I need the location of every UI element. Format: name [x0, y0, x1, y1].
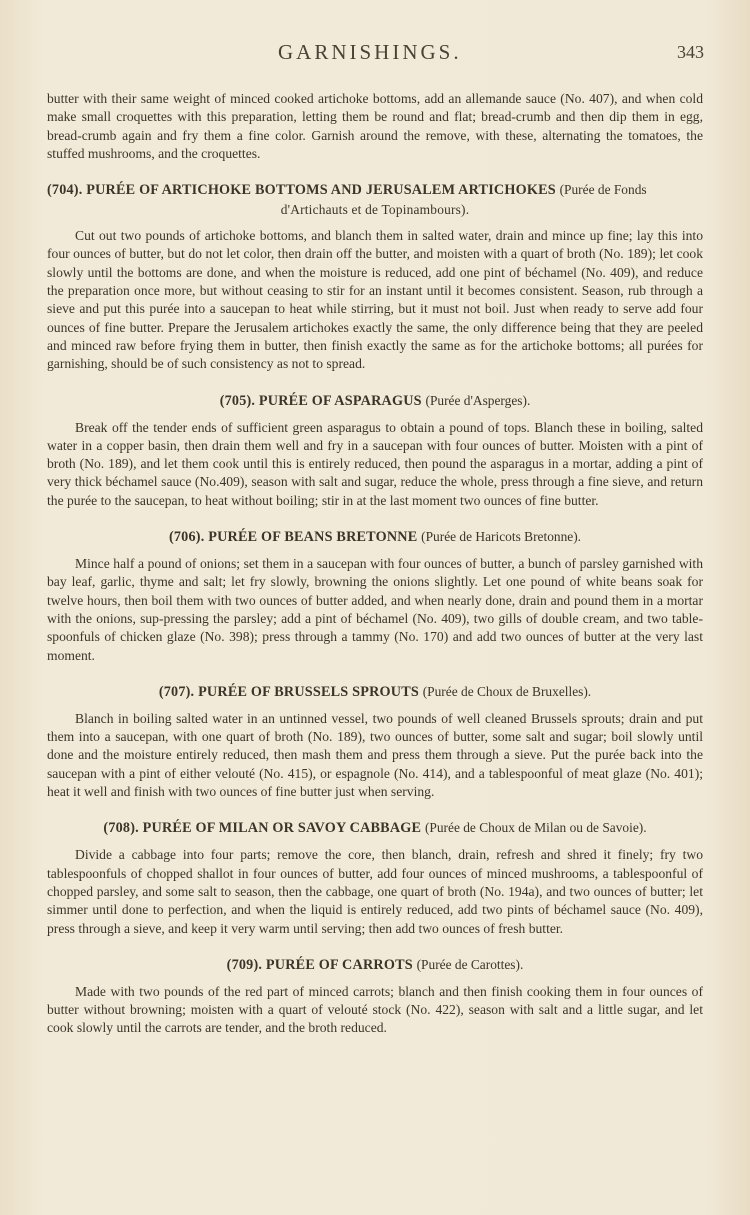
recipe-number: (707). [158, 683, 195, 700]
running-head-title: GARNISHINGS. [278, 40, 462, 64]
page-number: 343 [677, 42, 704, 62]
recipe-body-708: Divide a cabbage into four parts; remove the core, then blanch, drain, refresh and shred it finely; fry two tablespoonfuls of chopped shallot in four ounces of butter, add four ounces of minced mushrooms, a tablespoonful of chopped parsley, and some salt to season, then the cabbage, one quart of broth (No. 194a), and two ounces of butter; let simmer until done to perfection, and when the liquid is entirely reduced, add two pints of béchamel sauce (No. 409), press through a sieve, and keep it very warm until serving; then add two ounces of fresh butter. [47, 847, 703, 936]
recipe-body-709: Made with two pounds of the red part of minced carrots; blanch and then finish cooking them in four ounces of butter without browning; moisten with a quart of velouté stock (No. 422), season with salt and a little sugar, and let cook slowly until the carrots are tender, and the broth reduced. [47, 983, 703, 1036]
recipe-number: (706). [168, 529, 205, 546]
recipe-number: (705). [219, 392, 256, 409]
recipe-number: (708). [103, 820, 139, 837]
recipe-heading-704 [47, 180, 703, 219]
recipe-body-705: Break off the tender ends of sufficient green asparagus to obtain a pound of tops. Blanch these in boiling, salted water in a copper basin, then drain them well and fry in a saucepan with four ounces of butter. Moisten with a pint of broth (No. 189), and let them cook until this is entirely reduced, then pound the asparagus in a mortar, adding a pint of very thick béchamel sauce (No.409), season with salt and sugar, reduce the whole, press through a fine sieve, and return the purée to the saucepan, to heat without boiling; stir in at the last moment two ounces of fine butter. [47, 419, 703, 508]
recipe-body-706: Mince half a pound of onions; set them in a saucepan with four ounces of butter, a bunch of parsley garnished with bay leaf, garlic, thyme and salt; let fry slowly, browning the onions slightly. Let one pound of white beans soak for twelve hours, then boil them with two ounces of butter added, and when nearly done, drain and pound them in a mortar with the onions, sup-pressing the parsley; add a pint of béchamel (No. 409), two gills of double cream, and two table-spoonfuls of chicken glaze (No. 398); press through a tammy (No. 170) and add two ounces of butter at the very last moment. [47, 556, 703, 663]
recipe-heading-709 [47, 955, 703, 975]
recipe-subtitle: (Purée de Haricots Bretonne). [421, 529, 582, 545]
intro-paragraph: butter with their same weight of minced cooked artichoke bottoms, add an allemande sauce (No. 407), and when cold make small croquettes with this preparation, letting them be round and flat; bread-crumb and then dip them in egg, bread-crumb again and fry them a fine color. Garnish around the remove, with these, alternating the tomatoes, the stuffed mushrooms, and the croquettes. [47, 91, 703, 161]
recipe-heading-706 [47, 527, 703, 547]
recipe-title: PURÉE OF BRUSSELS SPROUTS [198, 683, 419, 700]
recipe-heading-707 [47, 682, 703, 702]
running-head [0, 40, 750, 66]
recipe-subtitle: (Purée de Fonds [559, 182, 647, 198]
recipe-number: (704). [47, 182, 83, 199]
recipe-title: PURÉE OF BEANS BRETONNE [208, 529, 418, 546]
recipe-heading-705 [47, 391, 703, 411]
recipe-subtitle: (Purée de Choux de Milan ou de Savoie). [424, 820, 647, 836]
recipe-title: PURÉE OF ARTICHOKE BOTTOMS AND JERUSALEM ARTICHOKES [86, 182, 556, 199]
recipe-subtitle: (Purée d'Asperges). [425, 392, 531, 408]
page-content [47, 90, 703, 1038]
recipe-title: PURÉE OF ASPARAGUS [258, 392, 422, 409]
recipe-title: PURÉE OF MILAN OR SAVOY CABBAGE [142, 820, 422, 837]
recipe-body-707: Blanch in boiling salted water in an untinned vessel, two pounds of well cleaned Brussels sprouts; drain and put them into a saucepan, with one quart of broth (No. 189), two ounces of butter, some salt and sugar; boil slowly until done and the moisture entirely reduced, then mash them and press them through a sieve. Put the purée back into the saucepan with a pint of either velouté (No. 415), or espagnole (No. 414), and a tablespoonful of meat glaze (No. 401); heat it well and finish with two ounces of fine butter just when serving. [47, 710, 703, 800]
recipe-number: (709). [226, 956, 263, 973]
recipe-heading-708 [47, 818, 703, 838]
recipe-subtitle: (Purée de Choux de Bruxelles). [422, 683, 592, 699]
recipe-title: PURÉE OF CARROTS [265, 956, 413, 973]
recipe-body-704: Cut out two pounds of artichoke bottoms, and blanch them in salted water, drain and mince up fine; lay this into four ounces of butter, but do not let color, then drain off the butter, and moisten with a quart of broth (No. 189); let cook slowly until the bottoms are done, and when the moisture is reduced, add one pint of béchamel (No. 409), and reduce the preparation once more, but without ceasing to stir for an instant until it becomes consistent. Season, rub through a sieve and put this purée into a saucepan to heat while stirring, but it must not boil. Just when ready to serve add four ounces of fine butter. Prepare the Jerusalem artichokes exactly the same, the only difference being that they are peeled and minced raw before frying them in butter, then finish exactly the same as for the artichoke bottoms; all purées for garnishing, should be of such consistency as not to spread. [47, 228, 703, 372]
recipe-subtitle: (Purée de Carottes). [416, 956, 524, 972]
recipe-subtitle-continued: d'Artichauts et de Topinambours). [280, 202, 470, 218]
